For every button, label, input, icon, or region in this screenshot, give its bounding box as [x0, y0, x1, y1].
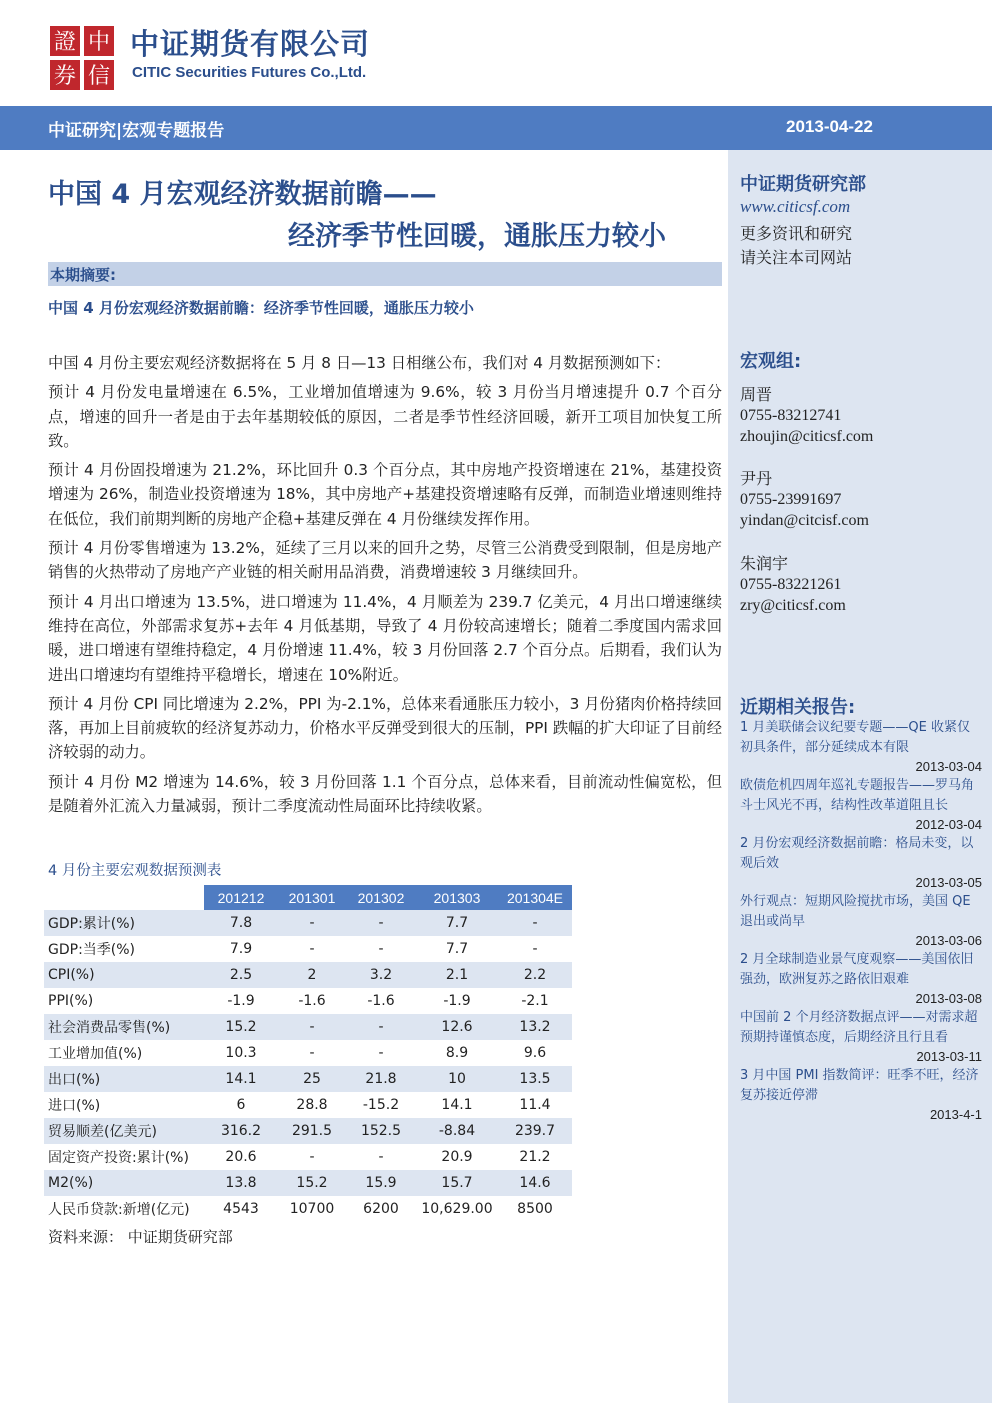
report-item[interactable]: [740, 1066, 982, 1124]
row-label: 人民币贷款:新增(亿元): [48, 1202, 190, 1218]
table-row: [44, 1144, 572, 1170]
report-category: 中证研究|宏观专题报告: [48, 121, 225, 141]
contact-card: [740, 468, 869, 531]
more-info-line: 更多资讯和研究: [740, 224, 853, 243]
table-cell: -: [378, 1149, 384, 1165]
table-row: [44, 1170, 572, 1196]
table-cell: 28.8: [296, 1097, 328, 1113]
table-cell: 10.3: [225, 1045, 257, 1061]
report-date: 2013-03-05: [915, 875, 982, 890]
table-cell: -8.84: [416, 1118, 498, 1144]
table-row: [44, 936, 572, 962]
website-link[interactable]: www.citicsf.com: [740, 197, 851, 216]
report-title[interactable]: 1 月美联储会议纪要专题——QE 收紧仅初具条件，部分延续成本有限: [740, 720, 970, 755]
contact-phone: 0755-83221261: [740, 576, 842, 593]
table-cell: 7.7: [416, 910, 498, 936]
table-cell: 12.6: [416, 1014, 498, 1040]
table-row: [44, 1118, 572, 1144]
forecast-table: [44, 885, 572, 1222]
report-date: 2013-03-06: [915, 933, 982, 948]
table-cell: 2.1: [416, 962, 498, 988]
body-paragraph: 预计 4 月份 M2 增速为 14.6%，较 3 月份回落 1.1 个百分点，总体来看，目前流动性偏宽松，但是随着外汇流入力量减弱，预计二季度流动性局面环比持续收紧。: [48, 772, 722, 816]
report-date: 2012-03-04: [915, 817, 982, 832]
report-title[interactable]: 2 月份宏观经济数据前瞻：格局未变，以观后效: [740, 836, 974, 871]
table-cell: -: [378, 941, 384, 957]
report-title[interactable]: 3 月中国 PMI 指数简评：旺季不旺，经济复苏接近停滞: [740, 1068, 979, 1103]
report-item[interactable]: [740, 1008, 982, 1066]
summary-label: 本期摘要:: [50, 266, 116, 284]
table-cell: -: [498, 910, 572, 936]
table-cell: -15.2: [362, 1097, 400, 1113]
data-source: 资料来源： 中证期货研究部: [48, 1228, 233, 1246]
table-cell: 291.5: [278, 1118, 346, 1144]
table-cell: -: [532, 941, 538, 957]
table-cell: 6200: [363, 1201, 399, 1217]
contact-phone: 0755-23991697: [740, 491, 842, 508]
body-paragraph: 预计 4 月份固投增速为 21.2%，环比回升 0.3 个百分点，其中房地产投资增速在 21%，基建投资增速为 26%，制造业投资增速为 18%，其中房地产+基建投资增速略有反弹，而制造业增速则维持在低位，我们前期判断的房地产企稳+基建反弹在 4 月份继续发挥作用。: [48, 461, 722, 528]
table-row: [44, 1040, 572, 1066]
contact-phone: 0755-83212741: [740, 407, 842, 424]
contact-card: [740, 384, 873, 447]
table-header-row: [44, 885, 572, 910]
table-cell: 2.5: [204, 962, 278, 988]
report-item[interactable]: [740, 950, 982, 1008]
table-cell: -: [309, 941, 315, 957]
report-item[interactable]: [740, 718, 982, 776]
table-cell: 239.7: [498, 1118, 572, 1144]
table-row: [44, 910, 572, 936]
row-label: 出口(%): [44, 1066, 204, 1092]
table-cell: 3.2: [346, 962, 416, 988]
table-cell: -: [346, 1014, 416, 1040]
svg-text:中: 中: [87, 30, 111, 55]
table-cell: 10,629.00: [421, 1201, 493, 1217]
table-cell: -: [378, 1045, 384, 1061]
row-label: 贸易顺差(亿美元): [44, 1118, 204, 1144]
table-cell: 7.9: [229, 941, 253, 957]
row-label: 社会消费品零售(%): [44, 1014, 204, 1040]
company-name-english: CITIC Securities Futures Co.,Ltd.: [132, 64, 367, 81]
table-cell: 13.8: [204, 1170, 278, 1196]
table-row: [44, 1014, 572, 1040]
row-label: GDP:累计(%): [44, 910, 204, 936]
table-cell: 25: [278, 1066, 346, 1092]
research-dept: 中证期货研究部: [740, 174, 866, 195]
table-cell: -: [309, 1149, 315, 1165]
report-date: 2013-4-1: [929, 1107, 982, 1122]
table-cell: 8.9: [445, 1045, 469, 1061]
table-row: [44, 962, 572, 988]
table-cell: 8500: [517, 1201, 553, 1217]
summary-heading: 中国 4 月份宏观经济数据前瞻：经济季节性回暖，通胀压力较小: [48, 299, 474, 317]
summary-bar: [48, 262, 722, 286]
svg-text:信: 信: [87, 64, 111, 89]
column-header: 201303: [416, 885, 498, 910]
contact-name: 周晋: [740, 385, 773, 404]
table-cell: 9.6: [523, 1045, 547, 1061]
macro-group-title: 宏观组:: [740, 351, 802, 372]
table-cell: 10: [416, 1066, 498, 1092]
contact-email[interactable]: zry@citicsf.com: [740, 597, 846, 614]
report-item[interactable]: [740, 776, 982, 834]
table-row: [44, 1092, 572, 1118]
table-cell: 2: [278, 962, 346, 988]
more-info-line: 请关注本司网站: [740, 248, 853, 267]
table-cell: 15.9: [346, 1170, 416, 1196]
table-cell: 152.5: [346, 1118, 416, 1144]
table-cell: 13.2: [498, 1014, 572, 1040]
table-cell: -1.6: [298, 993, 326, 1009]
company-name: 中证期货有限公司: [130, 27, 371, 61]
table-cell: 10700: [289, 1201, 335, 1217]
table-cell: 15.2: [278, 1170, 346, 1196]
table-cell: 13.5: [498, 1066, 572, 1092]
svg-text:券: 券: [53, 64, 77, 89]
table-cell: 7.8: [204, 910, 278, 936]
row-label: PPI(%): [48, 993, 94, 1009]
table-cell: 14.6: [498, 1170, 572, 1196]
table-cell: 4543: [223, 1201, 259, 1217]
report-date: 2013-03-11: [916, 1049, 982, 1064]
table-cell: -: [278, 1014, 346, 1040]
report-date: 2013-03-08: [915, 991, 982, 1006]
column-header: 201212: [204, 885, 278, 910]
report-body: [48, 351, 722, 823]
report-item[interactable]: [740, 892, 982, 950]
table-cell: 15.7: [416, 1170, 498, 1196]
table-cell: 14.1: [441, 1097, 473, 1113]
contact-email[interactable]: zhoujin@citicsf.com: [740, 428, 874, 445]
table-row: [44, 988, 572, 1014]
table-cell: -1.6: [367, 993, 395, 1009]
table-cell: -: [346, 910, 416, 936]
table-cell: -1.9: [227, 993, 255, 1009]
body-paragraph: 预计 4 月份发电量增速在 6.5%，工业增加值增速为 9.6%，较 3 月份当月增速提升 0.7 个百分点，增速的回升一者是由于去年基期较低的原因，二者是季节性经济回暖，新开工项目加快复工所致。: [48, 383, 722, 450]
report-title[interactable]: 2 月全球制造业景气度观察——美国依旧强劲，欧洲复苏之路依旧艰难: [740, 952, 974, 987]
report-item[interactable]: [740, 834, 982, 892]
recent-reports-list: [740, 718, 982, 1124]
contact-email[interactable]: yindan@citcisf.com: [740, 512, 869, 529]
table-cell: 15.2: [204, 1014, 278, 1040]
table-cell: 20.6: [225, 1149, 257, 1165]
table-cell: -1.9: [443, 993, 471, 1009]
report-title[interactable]: 外行观点：短期风险搅扰市场，美国 QE 退出或尚早: [740, 894, 971, 929]
table-cell: -: [309, 1045, 315, 1061]
svg-text:證: 證: [53, 30, 77, 55]
table-cell: -2.1: [521, 993, 549, 1009]
body-paragraph: 预计 4 月份零售增速为 13.2%，延续了三月以来的回升之势，尽管三公消费受到限制，但是房地产销售的火热带动了房地产产业链的相关耐用品消费，消费增速较 3 月继续回升。: [48, 539, 722, 582]
body-paragraph: 中国 4 月份主要宏观经济数据将在 5 月 8 日—13 日相继公布，我们对 4 月数据预测如下：: [48, 354, 671, 372]
report-title[interactable]: 中国前 2 个月经济数据点评——对需求超预期持谨慎态度，后期经济且行且看: [740, 1010, 978, 1045]
recent-reports-title: 近期相关报告:: [740, 697, 856, 718]
column-header: 201302: [346, 885, 416, 910]
row-label: GDP:当季(%): [48, 942, 136, 958]
row-label: CPI(%): [44, 962, 204, 988]
table-cell: 7.7: [445, 941, 469, 957]
table-corner: [44, 885, 204, 910]
more-info-text: [740, 222, 852, 270]
column-header: 201304E: [498, 885, 572, 910]
table-row: [44, 1066, 572, 1092]
report-title-line2: 经济季节性回暖，通胀压力较小: [288, 221, 666, 252]
table-cell: -: [278, 910, 346, 936]
table-cell: 21.8: [346, 1066, 416, 1092]
table-cell: 316.2: [204, 1118, 278, 1144]
body-paragraph: 预计 4 月出口增速为 13.5%，进口增速为 11.4%，4 月顺差为 239.7 亿美元，4 月出口增速继续维持在高位，外部需求复苏+去年 4 月低基期，导致了 4 月份较高速增长；随着二季度国内需求回暖，进口增速有望维持稳定，4 月份增速 11.4%，较 3 月份回落 2.7 个百分点。后期看，我们认为进出口增速均有望维持平稳增长，增速在 10%附近。: [48, 592, 722, 684]
table-cell: 14.1: [204, 1066, 278, 1092]
report-title-line1: 中国 4 月宏观经济数据前瞻——: [48, 179, 437, 210]
report-date: 2013-04-22: [786, 117, 873, 136]
body-paragraph: 预计 4 月份 CPI 同比增速为 2.2%，PPI 为-2.1%，总体来看通胀压力较小，3 月份猪肉价格持续回落，再加上目前疲软的经济复苏动力，价格水平反弹受到很大的压制，PPI 跌幅的扩大印证了目前经济较弱的动力。: [48, 694, 722, 762]
table-cell: 21.2: [519, 1149, 551, 1165]
table-row: [44, 1196, 572, 1222]
table-cell: 20.9: [441, 1149, 473, 1165]
contact-card: [740, 553, 846, 616]
column-header: 201301: [278, 885, 346, 910]
row-label: 工业增加值(%): [48, 1046, 143, 1062]
report-title[interactable]: 欧债危机四周年巡礼专题报告——罗马角斗士风光不再，结构性改革道阻且长: [740, 778, 975, 813]
row-label: 固定资产投资:累计(%): [48, 1150, 189, 1166]
table-cell: 6: [236, 1097, 246, 1113]
company-logo: [48, 24, 116, 92]
table-caption: 4 月份主要宏观数据预测表: [48, 863, 222, 879]
contact-name: 尹丹: [740, 469, 773, 488]
row-label: M2(%): [44, 1170, 204, 1196]
table-cell: 11.4: [519, 1097, 551, 1113]
contact-name: 朱润宇: [740, 554, 789, 573]
report-date: 2013-03-04: [915, 759, 982, 774]
table-cell: 2.2: [498, 962, 572, 988]
row-label: 进口(%): [48, 1098, 101, 1114]
